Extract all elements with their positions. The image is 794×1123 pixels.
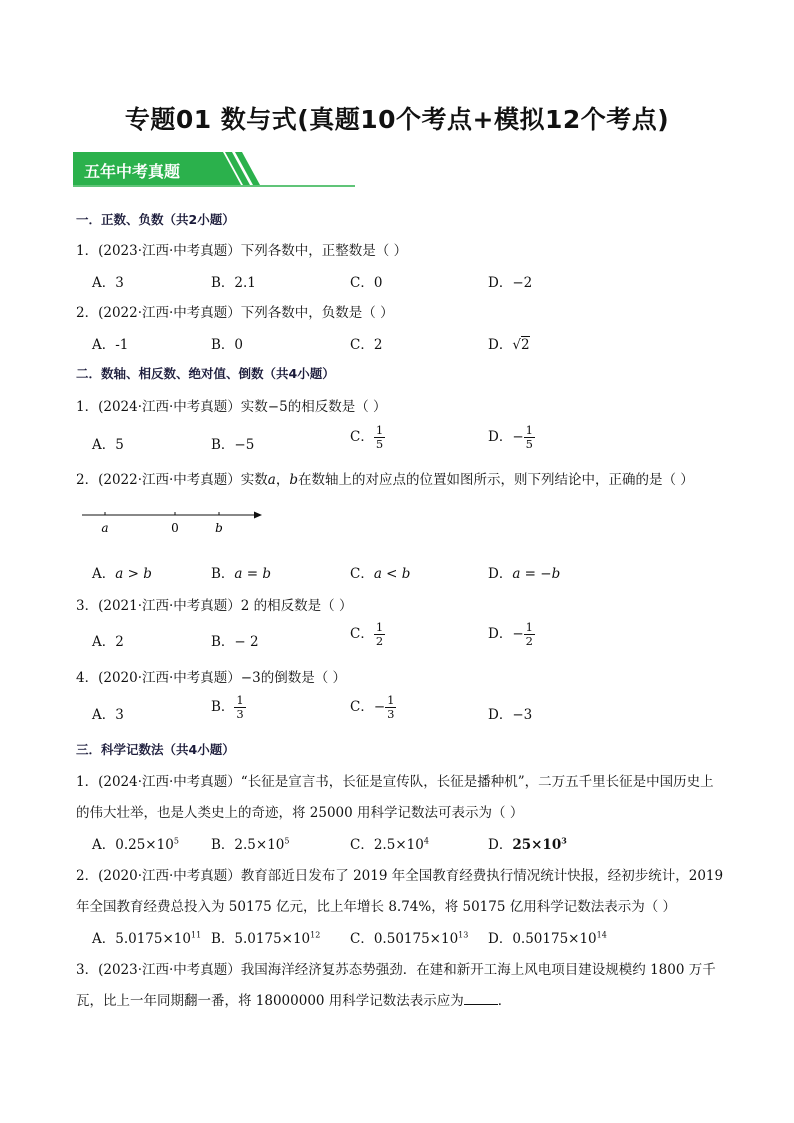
option-a: A．$5.0175\times 10^{11}$ (92, 930, 202, 947)
sqrt-radicand: 2 (520, 337, 530, 353)
option-d: D．a = −b (488, 566, 561, 582)
question-3-3-line-2: 瓦，比上一年同期翻一番，将 18000000 用科学记数法表示应为 ． (76, 993, 512, 1009)
option-c: C．− $\frac{1}{3}$ (350, 693, 395, 722)
option-b: B．a = b (211, 566, 272, 582)
option-c: C．0 (350, 275, 383, 291)
section-heading-3: 三．科学记数法（共4小题） (76, 742, 235, 757)
option-a: A．3 (92, 275, 124, 291)
option-b: B．$2.5\times 10^5$ (211, 836, 290, 853)
question-1-1: 1．(2023·江西·中考真题）下列各数中，正整数是（ ） (76, 243, 408, 259)
option-d: D．− $\frac{1}{5}$ (488, 423, 533, 452)
option-d: D．− $\frac{1}{2}$ (488, 620, 533, 649)
option-b: B．− 2 (211, 634, 259, 650)
answer-blank[interactable] (464, 992, 498, 1005)
label-zero: 0 (171, 521, 179, 535)
option-a: A．5 (92, 437, 124, 453)
option-a: A．2 (92, 634, 124, 650)
number-line (80, 505, 270, 541)
option-c: C．2 (350, 337, 383, 353)
fraction: $\frac{1}{2}$ (525, 620, 533, 649)
question-3-2-line-1: 2．(2020·江西·中考真题）教育部近日发布了 2019 年全国教育经费执行情况统计快报，经初步统计，2019 (76, 868, 724, 884)
page-title: 专题01 数与式(真题10个考点+模拟12个考点) (124, 105, 670, 134)
question-2-4: 4．(2020·江西·中考真题）−3的倒数是（ ） (76, 670, 346, 686)
fraction: $\frac{1}{3}$ (387, 693, 395, 722)
option-d: D．−3 (488, 707, 533, 723)
fraction: $\frac{1}{2}$ (375, 620, 384, 649)
option-d: D．$0.50175\times 10^{14}$ (488, 930, 607, 947)
option-b: B．−5 (211, 437, 255, 453)
banner-label: 五年中考真题 (84, 162, 181, 181)
sqrt-symbol: √ (512, 337, 521, 353)
question-2-3: 3．(2021·江西·中考真题）2 的相反数是（ ） (76, 598, 353, 614)
question-3-1-line-1: 1．(2024·江西·中考真题）“长征是宣言书，长征是宣传队，长征是播种机”，二万五千里长征是中国历史上 (76, 774, 714, 790)
option-a: A．3 (92, 707, 124, 723)
option-c: C． $\frac{1}{2}$ (350, 620, 384, 649)
option-a: A．$0.25\times 10^5$ (92, 836, 179, 853)
label-a: a (101, 521, 109, 535)
option-b: B．0 (211, 337, 244, 353)
option-d: D．$25\times 10^3$ (488, 835, 567, 853)
section-heading-1: 一．正数、负数（共2小题） (76, 212, 235, 227)
fraction: $\frac{1}{5}$ (525, 423, 533, 452)
option-c: C．$2.5\times 10^4$ (350, 836, 429, 853)
option-c: C．a < b (350, 566, 411, 582)
fraction: $\frac{1}{3}$ (236, 693, 244, 722)
option-c: C． $\frac{1}{5}$ (350, 423, 384, 452)
option-a: A．a > b (92, 566, 152, 582)
option-c: C．$0.50175\times 10^{13}$ (350, 930, 469, 947)
option-d: D．−2 (488, 275, 533, 291)
question-3-3-line-1: 3．(2023·江西·中考真题）我国海洋经济复苏态势强劲．在建和新开工海上风电项目建设规模约 1800 万千 (76, 962, 716, 978)
option-b: B． $\frac{1}{3}$ (211, 693, 244, 722)
option-d: D．√2 (488, 337, 530, 353)
label-b: b (215, 521, 223, 535)
question-2-2: 2．(2022·江西·中考真题）实数a，b在数轴上的对应点的位置如图所示，则下列结论中，正确的是（ ） (76, 472, 694, 488)
option-b: B．$5.0175\times 10^{12}$ (211, 930, 321, 947)
question-3-2-line-2: 年全国教育经费总投入为 50175 亿元，比上年增长 8.74%，将 50175 亿用科学记数法表示为（ ） (76, 899, 677, 915)
fraction: $\frac{1}{5}$ (375, 423, 384, 452)
question-2-1: 1．(2024·江西·中考真题）实数−5的相反数是（ ） (76, 399, 387, 415)
section-heading-2: 二．数轴、相反数、绝对值、倒数（共4小题） (76, 366, 335, 381)
question-3-1-line-2: 的伟大壮举，也是人类史上的奇迹，将 25000 用科学记数法可表示为（ ） (76, 805, 524, 821)
question-1-2: 2．(2022·江西·中考真题）下列各数中，负数是（ ） (76, 305, 394, 321)
option-a: A．-1 (92, 337, 129, 353)
option-b: B．2.1 (211, 275, 256, 291)
